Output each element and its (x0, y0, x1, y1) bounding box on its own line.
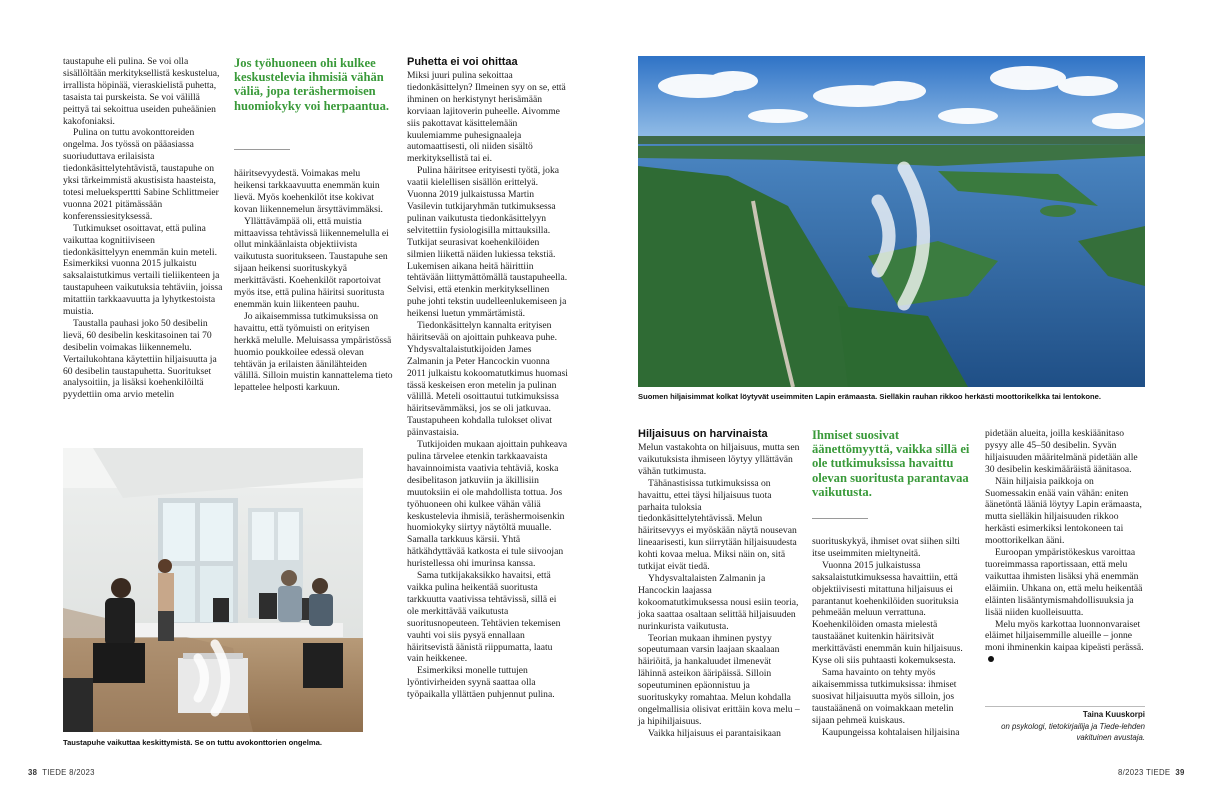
right-col-3 (985, 428, 1145, 666)
right-pull-quote-rule (812, 518, 868, 519)
body-paragraph: Näin hiljaisia paikkoja on Suomessakin enää vain vähän: eniten äänetöntä lääniä löytyy Lapin erämaasta, mutta sielläkin hiljaisuuden rikkoo herkästi esimerkiksi lentokoneen tai moottorikelkan ääni. (985, 475, 1142, 547)
office-photo (63, 448, 363, 732)
right-col-2 (812, 536, 974, 738)
body-paragraph: Yllättävämpää oli, että muistia mittaavissa tehtävissä liikennemelulla ei ollut minkäänlaista objektiivista vaikutusta suoritukseen. Taustapuhe sen sijaan heikensi suorituskykyä merkittävästi. Koehenkilöt raportoivat myös itse, että pulina häiritsi suoritusta enemmän kuin liikenteen pauhu. (234, 215, 389, 310)
body-paragraph: taustapuhe eli pulina. Se voi olla sisällöltään merkityksellistä keskustelua, irrallista höpinää, vieraskielistä puhetta, tasaista tai purskeista. Se voi välillä peittyä tai sekoittua useiden puheäänien kakofoniaksi. (63, 56, 220, 127)
author-name: Taina Kuuskorpi (1082, 710, 1145, 719)
right-folio-text: 8/2023 TIEDE (1118, 768, 1171, 777)
left-col-3-heading: Puhetta ei voi ohittaa (407, 56, 518, 68)
body-paragraph: pidetään alueita, joilla keskiäänitaso pysyy alle 45–50 desibelin. Syvän hiljaisuuden määritelmänä pidetään alle 30 desibelin keskimääräistä äänitasoa. (985, 428, 1138, 475)
body-paragraph: häiritsevyydestä. Voimakas melu heikensi tarkkaavuutta enemmän kuin lievä. Myös koehenkilöt itse kokivat kovan liikennemelun ärsyttävimmäksi. (234, 168, 383, 215)
left-photo-caption: Taustapuhe vaikuttaa keskittymistä. Se on tuttu avokonttorien ongelma. (63, 738, 322, 747)
body-paragraph: Kaupungeissa kohtalaisen hiljaisina (822, 726, 960, 738)
body-paragraph: Vuonna 2015 julkaistussa saksalaistutkimuksessa havaittiin, että objektiivisesti mitattuna hiljaisuus ei parantanut koehenkilöiden suorituksia pehmeään meluun verrattuna. Koehenkilöiden omasta mielestä taustaäänet kuitenkin häiritsivät merkittävästi enemmän kuin hiljaisuus. Kyse oli siis puhtaasti kokemuksesta. (812, 559, 963, 667)
body-paragraph: Tiedonkäsittelyn kannalta erityisen häiritsevää on ajoittain puhkeava puhe. Yhdysvaltalaistutkijoiden James Zalmanin ja Peter Hancockin vuonna 2011 julkaistu kokoomatutkimus huomasi tässä keskeisen eron metelin ja pulinan välillä. Meteli osoittautui tutkimuksissa häiritsevämmäksi, jos se oli jatkuvaa. Taustapuheen kohdalla tulokset olivat päinvastaisia. (407, 320, 568, 439)
author-role: on psykologi, tietokirjailija ja Tiede-lehden vakituinen avustaja. (1001, 722, 1145, 742)
body-paragraph: Tähänastisissa tutkimuksissa on havaittu, ettei täysi hiljaisuus tuota parhaita tuloksia tiedonkäsittelytehtävissä. Melun häiritsevyys ei myöskään näytä nousevan lineaarisesti, kun siirrytään hiljaisuudesta kohti kovaa melua. Miksi näin on, sitä tutkijat eivät tiedä. (638, 477, 797, 573)
body-paragraph: Tutkijoiden mukaan ajoittain puhkeava pulina tärvelee etenkin tarkkaavaista havainnoimista vaativia tehtäviä, koska desibelitason jatkuviin ja äkillisiin muutoksiin ei ole mahdollista tottua. Jos työhuoneen ohi kulkee vähän väliä keskustelevia ihmisiä, teräshermoisenkin huomiokyky siirtyy näytöltä muualle. Samalla tarkkuus kärsii. Yhtä hätkähdyttävää katkosta ei tule siivoojan huristellessa ohi imurinsa kanssa. (407, 439, 568, 570)
lake-photo-illustration (638, 56, 1145, 387)
left-col-1 (63, 56, 223, 401)
body-paragraph: Miksi juuri pulina sekoittaa tiedonkäsittelyn? Ilmeinen syy on se, että ihminen on herkistynyt herisämään korviaan lajitoverin puheelle. Aivomme siis pakottavat käsittelemään kuulemiamme puhesignaaleja automaattisesti, oli niiden sisältö merkityksellistä tai ei. (407, 70, 566, 165)
body-paragraph: Pulina häiritsee erityisesti työtä, joka vaatii kielellisen sisällön erittelyä. Vuonna 2019 julkaistussa Martin Vasilevin tutkijaryhmän tutkimuksessa pulinan vaikutusta tiedonkäsittelyyn selvitettiin fysiologisilla mittauksilla. Tutkijat seurasivat koehenkilöiden silmien liikettä näiden lukiessa tekstiä. Lukemisen aikana heitä häirittiin tehtävään liittymättömällä taustapuheella. Selvisi, että etenkin merkityksellinen puhe johti tekstin uudelleenlukemiseen ja heikensi luetun ymmärtämistä. (407, 165, 568, 320)
right-photo-caption: Suomen hiljaisimmat kolkat löytyvät useimmiten Lapin erämaasta. Sielläkin rauhan rikkoo herkästi moottorikelkka tai lentokone. (638, 392, 1101, 401)
body-paragraph: Euroopan ympäristökeskus varoittaa tuoreimmassa raportissaan, että melu vaikuttaa ihmisten lisäksi yhä enemmän eläimiin. Uhkana on, että melu heikentää eläinten lisääntymismahdollisuuksia ja lisää niiden kuolleisuutta. (985, 547, 1143, 618)
left-page-number: 38 (28, 768, 38, 777)
body-paragraph: Sama havainto on tehty myös aikaisemmissa tutkimuksissa: ihmiset suosivat hiljaisuutta myös silloin, jos taustaäänenä on voimakkaan metelin sijaan pehmeä kuiskaus. (812, 666, 957, 726)
body-paragraph: Esimerkiksi monelle tuttujen lyöntivirheiden syynä saattaa olla työpaikalla yllättäen puhjennut pulina. (407, 665, 555, 701)
body-paragraph: Taustalla pauhasi joko 50 desibelin lievä, 60 desibelin keskitasoinen tai 70 desibelin voimakas liikennemelu. Vertailukohtana käytettiin hiljaisuutta ja 60 desibelin taustapuhetta. Suoritukset analysoitiin, ja lisäksi koehenkilöiltä pyydettiin oma arvio metelin (63, 317, 217, 401)
body-paragraph: Melun vastakohta on hiljaisuus, mutta sen vaikutuksista ihmiseen löytyy yllättävän vähän tutkimusta. (638, 442, 800, 477)
body-paragraph: Melu myös karkottaa luonnonvaraiset eläimet hiljaisemmille alueille – jonne moni ihminenkin kaipaa kipeästi perässä. (985, 619, 1145, 667)
body-paragraph: Vaikka hiljaisuus ei parantaisikaan (648, 727, 781, 739)
body-paragraph: Teorian mukaan ihminen pystyy sopeutumaan varsin laajaan skaalaan häiriöitä, ja hankaluudet ilmenevät lähinnä asteikon ääripäissä. Silloin sopeutuminen epäonnistuu ja suorituskyky romahtaa. Melun kohdalla ongelmallisia olisivat erittäin kova melu – ja hipihiljaisuus. (638, 632, 800, 727)
office-photo-illustration (63, 448, 363, 732)
body-paragraph: Pulina on tuttu avokonttoreiden ongelma. Jos työssä on pääasiassa suoriuduttava erilaisista tiedonkäsittelytehtävistä, taustapuhe on yksi tärkeimmistä akustisista haasteista, totesi melueksperttti Sabine Schlittmeier vuonna 2021 pitämässään konferenssiesityksessä. (63, 127, 219, 222)
left-col-2 (234, 168, 394, 394)
right-col-1 (638, 428, 800, 740)
left-pull-quote: Jos työhuoneen ohi kulkee keskustelevia ihmisiä vähän väliä, jopa teräshermoisen huomiokyky voi herpaantua. (234, 56, 390, 113)
left-col-3 (407, 56, 569, 701)
right-page-number: 39 (1175, 768, 1185, 777)
body-paragraph: Yhdysvaltalaisten Zalmanin ja Hancockin laajassa kokoomatutkimuksessa nousi esiin teoria, joka saattaa osaltaan selittää hiljaisuuden nurinkurista vaikutusta. (638, 572, 799, 632)
body-paragraph: suorituskykyä, ihmiset ovat siihen silti itse useimmiten mieltyneitä. (812, 536, 960, 559)
right-col-1-heading: Hiljaisuus on harvinaista (638, 428, 768, 440)
signature-rule (985, 706, 1145, 707)
body-paragraph: Sama tutkijakaksikko havaitsi, että vaikka pulina heikentää suoritusta tarkkuutta vaativissa tehtävissä, sillä ei ole merkittävää vaikutusta suoritusnopeuteen. Tehtävien tekemisen vauhti voi siis pysyä ennallaan häiritsevistä äänistä riippumatta, laatu vain heikkenee. (407, 570, 561, 665)
author-signature (985, 710, 1145, 743)
right-pull-quote: Ihmiset suosivat äänettömyyttä, vaikka sillä ei ole tutkimuksissa havaittu olevan suoritusta parantavaa vaikutusta. (812, 428, 970, 499)
lake-photo (638, 56, 1145, 387)
body-paragraph: Jo aikaisemmissa tutkimuksissa on havaittu, että työmuisti on erityisen herkkä melulle. Meluisassa ympäristössä huomio poukkoilee edessä olevan tehtävän ja erilaisten äänilähteiden välillä. Silloin muistin kannattelema tieto lepattelee helposti karkuun. (234, 310, 393, 394)
left-pull-quote-rule (234, 149, 290, 150)
end-mark (988, 656, 994, 662)
left-folio-text: TIEDE 8/2023 (42, 768, 95, 777)
left-folio (28, 768, 95, 777)
right-folio (1118, 768, 1185, 777)
body-paragraph: Tutkimukset osoittavat, että pulina vaikuttaa kognitiiviseen tiedonkäsittelyyn enemmän kuin meteli. Esimerkiksi vuonna 2015 julkaistu saksalaistutkimus vertaili tieliikenteen ja taustapuheen vaikutuksia tehtäviin, joissa mitattiin tarkkaavuutta ja lyhytkestoista muistia. (63, 222, 223, 318)
